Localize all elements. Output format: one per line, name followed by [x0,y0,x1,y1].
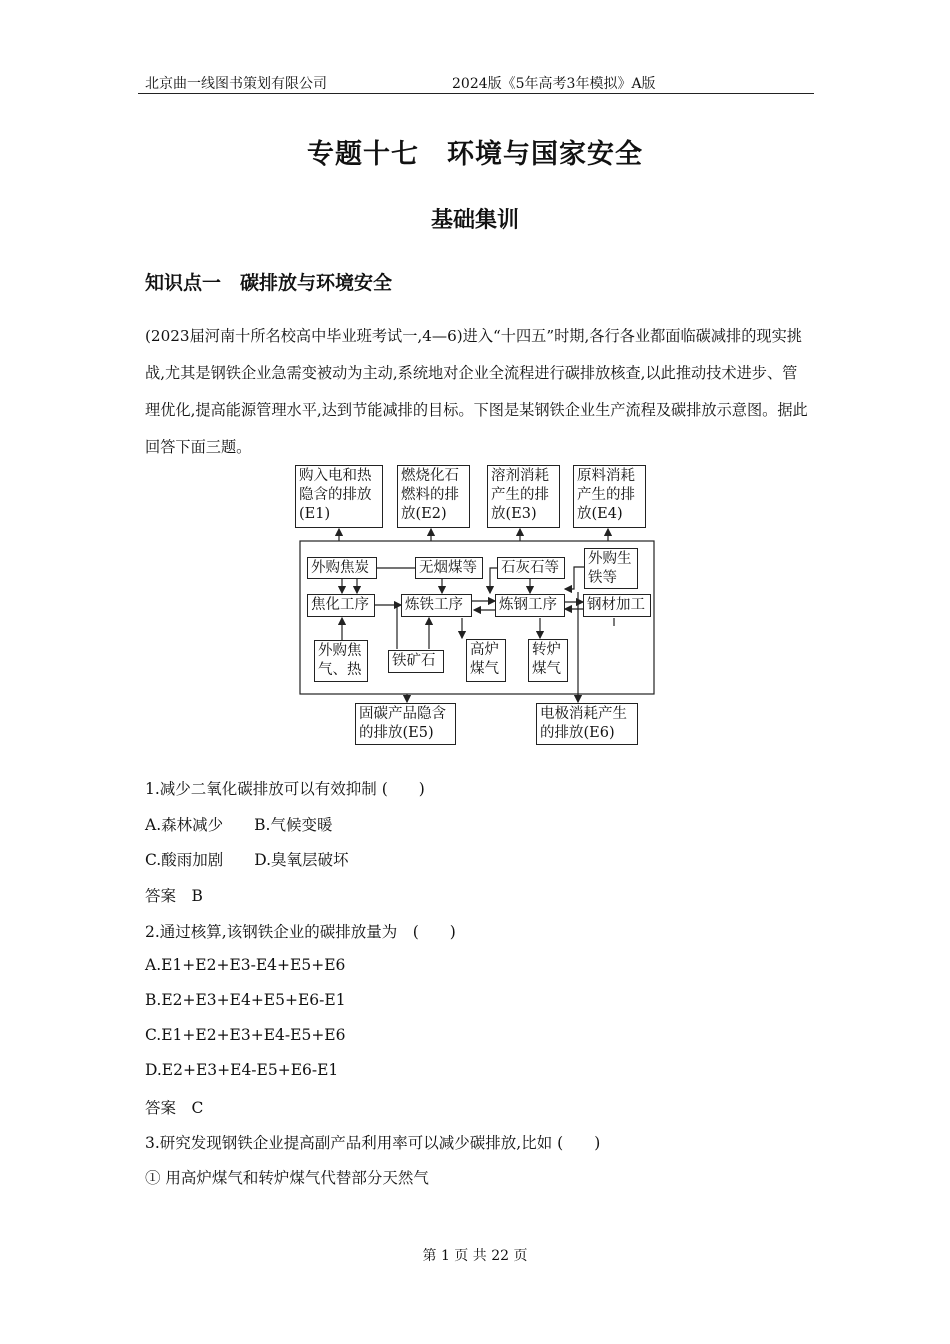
page-subtitle: 基础集训 [430,208,519,233]
header-book-title: 2024版《5年高考3年模拟》A版 [452,76,656,92]
node-ironmaking-process: 炼铁工序 [401,594,472,617]
node-purchased-pig-iron: 外购生 铁等 [584,548,638,589]
node-converter-gas: 转炉 煤气 [528,639,568,682]
question-2-option-a: A.E1+E2+E3-E4+E5+E6 [145,956,346,974]
page-title: 专题十七 环境与国家安全 [307,139,643,170]
intro-paragraph: (2023届河南十所名校高中毕业班考试一,4—6)进入“十四五”时期,各行各业都面临碳减排的现实挑战,尤其是钢铁企业急需变被动为主动,系统地对企业全流程进行碳排放核查,以此推动技术进步、管理优化,提高能源管理水平,达到节能减排的目标。下图是某钢铁企业生产流程及碳排放示意图。据此回答下面三题。 [145,327,808,456]
section-heading: 知识点一 碳排放与环境安全 [145,272,393,294]
emission-box-e2: 燃烧化石 燃料的排 放(E2) [397,465,470,528]
emission-box-e6: 电极消耗产生 的排放(E6) [536,703,638,745]
node-limestone: 石灰石等 [497,557,565,579]
question-2-option-d: D.E2+E3+E4-E5+E6-E1 [145,1061,339,1079]
question-2-option-c: C.E1+E2+E3+E4-E5+E6 [145,1026,346,1044]
question-2-answer: 答案 C [145,1099,204,1117]
node-purchased-coke: 外购焦炭 [307,557,377,579]
node-blast-furnace-gas: 高炉 煤气 [466,639,506,682]
question-1-options-ab: A.森林减少 B.气候变暖 [145,816,333,834]
node-steelmaking-process: 炼钢工序 [495,594,565,617]
header-rule [138,93,814,94]
emission-box-e1: 购入电和热 隐含的排放 (E1) [295,465,383,528]
header-publisher: 北京曲一线图书策划有限公司 [145,76,327,92]
emission-box-e5: 固碳产品隐含 的排放(E5) [355,703,456,745]
question-1: 1.减少二氧化碳排放可以有效抑制 ( ) [145,780,425,798]
question-3: 3.研究发现钢铁企业提高副产品利用率可以减少碳排放,比如 ( ) [145,1134,601,1152]
node-iron-ore: 铁矿石 [388,650,444,673]
question-1-options-cd: C.酸雨加剧 D.臭氧层破坏 [145,851,349,869]
node-purchased-gas-heat: 外购焦 气、热 [314,640,368,682]
question-2: 2.通过核算,该钢铁企业的碳排放量为 ( ) [145,923,456,941]
question-2-option-b: B.E2+E3+E4+E5+E6-E1 [145,991,346,1009]
question-3-item-1: ① 用高炉煤气和转炉煤气代替部分天然气 [145,1169,429,1187]
node-coking-process: 焦化工序 [307,594,375,617]
emission-box-e4: 原料消耗 产生的排 放(E4) [573,465,646,528]
page-footer: 第 1 页 共 22 页 [422,1248,528,1264]
question-1-answer: 答案 B [145,887,203,905]
flow-diagram [290,462,660,748]
emission-box-e3: 溶剂消耗 产生的排 放(E3) [487,465,560,528]
node-anthracite: 无烟煤等 [415,557,483,579]
node-steel-processing: 钢材加工 [583,594,651,617]
